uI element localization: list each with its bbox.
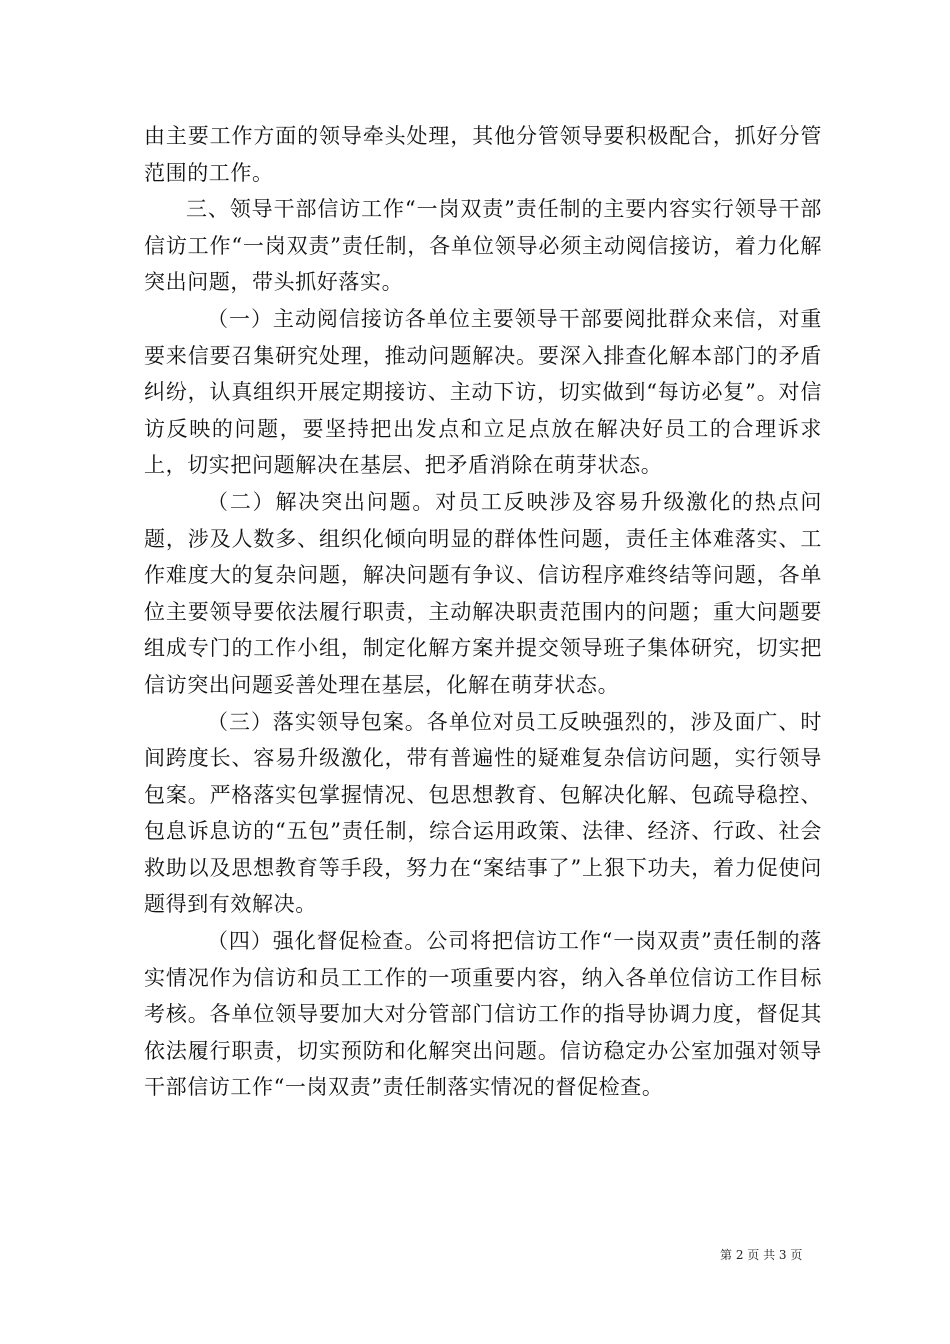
paragraph-item-one: （一）主动阅信接访各单位主要领导干部要阅批群众来信，对重要来信要召集研究处理，推动问题解决。要深入排查化解本部门的矛盾纠纷，认真组织开展定期接访、主动下访，切实做到“每访必复”。对信访反映的问题，要坚持把出发点和立足点放在解决好员工的合理诉求上，切实把问题解决在基层、把矛盾消除在萌芽状态。 — [144, 306, 822, 478]
paragraph-item-three: （三）落实领导包案。各单位对员工反映强烈的，涉及面广、时间跨度长、容易升级激化，带有普遍性的疑难复杂信访问题，实行领导包案。严格落实包掌握情况、包思想教育、包解决化解、包疏导稳控、包息诉息访的“五包”责任制，综合运用政策、法律、经济、行政、社会救助以及思想教育等手段，努力在“案结事了”上狠下功夫，着力促使问题得到有效解决。 — [144, 709, 822, 917]
paragraph-section-three: 三、领导干部信访工作“一岗双责”责任制的主要内容实行领导干部信访工作“一岗双责”责任制，各单位领导必须主动阅信接访，着力化解突出问题，带头抓好落实。 — [144, 197, 822, 295]
paragraph-item-four: （四）强化督促检查。公司将把信访工作“一岗双责”责任制的落实情况作为信访和员工工作的一项重要内容，纳入各单位信访工作目标考核。各单位领导要加大对分管部门信访工作的指导协调力度，督促其依法履行职责，切实预防和化解突出问题。信访稳定办公室加强对领导干部信访工作“一岗双责”责任制落实情况的督促检查。 — [144, 929, 822, 1100]
paragraph-continuation: 由主要工作方面的领导牵头处理，其他分管领导要积极配合，抓好分管范围的工作。 — [144, 124, 822, 185]
page-number: 第 2 页 共 3 页 — [720, 1248, 803, 1262]
paragraph-item-two: （二）解决突出问题。对员工反映涉及容易升级激化的热点问题，涉及人数多、组织化倾向明显的群体性问题，责任主体难落实、工作难度大的复杂问题，解决问题有争议、信访程序难终结等问题，各单位主要领导要依法履行职责，主动解决职责范围内的问题；重大问题要组成专门的工作小组，制定化解方案并提交领导班子集体研究，切实把信访突出问题妥善处理在基层，化解在萌芽状态。 — [144, 489, 822, 697]
document-body — [144, 118, 822, 1106]
